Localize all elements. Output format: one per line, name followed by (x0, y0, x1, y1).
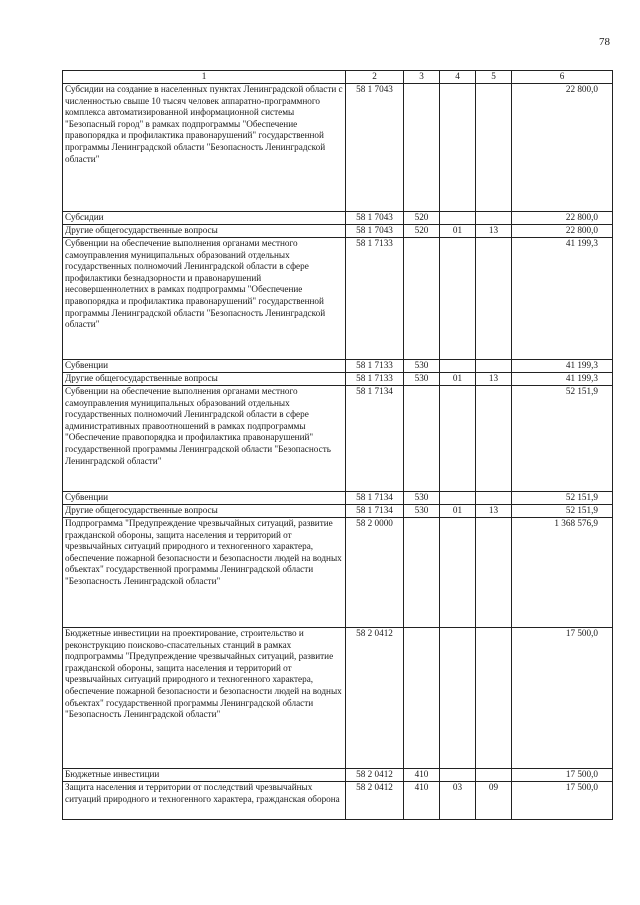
row-type-cell (404, 518, 440, 628)
table-row (63, 505, 613, 518)
row-subsection-cell: 13 (476, 373, 512, 386)
row-sum-cell: 41 199,3 (512, 238, 613, 360)
row-section-cell (440, 84, 476, 212)
row-subsection-cell (476, 518, 512, 628)
row-sum-cell: 52 151,9 (512, 386, 613, 492)
row-section-cell (440, 492, 476, 505)
table-row (63, 373, 613, 386)
row-name-cell: Субсидии (63, 212, 346, 225)
row-code-cell: 58 1 7133 (346, 373, 404, 386)
row-sum-cell: 52 151,9 (512, 492, 613, 505)
row-subsection-cell (476, 84, 512, 212)
row-name-cell: Субвенции (63, 360, 346, 373)
row-name-cell: Другие общегосударственные вопросы (63, 505, 346, 518)
row-code-cell: 58 1 7134 (346, 492, 404, 505)
row-subsection-cell: 13 (476, 225, 512, 238)
row-code-cell: 58 1 7043 (346, 84, 404, 212)
header-cell-subsection: 5 (476, 71, 512, 84)
row-code-cell: 58 1 7133 (346, 238, 404, 360)
header-cell-type: 3 (404, 71, 440, 84)
table-row (63, 360, 613, 373)
row-sum-cell: 41 199,3 (512, 373, 613, 386)
row-sum-cell: 1 368 576,9 (512, 518, 613, 628)
page-number: 78 (599, 36, 610, 48)
row-section-cell: 01 (440, 505, 476, 518)
row-code-cell: 58 1 7134 (346, 386, 404, 492)
row-type-cell: 530 (404, 373, 440, 386)
header-row (63, 71, 613, 84)
row-section-cell: 01 (440, 373, 476, 386)
row-sum-cell: 17 500,0 (512, 628, 613, 769)
row-code-cell: 58 2 0000 (346, 518, 404, 628)
row-type-cell: 530 (404, 505, 440, 518)
row-name-cell: Подпрограмма "Предупреждение чрезвычайных ситуаций, развитие гражданской обороны, защита населения и территорий от чрезвычайных ситуаций природного и техногенного характера, обеспечение пожарной безопасности и безопасности людей на водных объектах" государственной программы Ленинградской области "Безопасность Ленинградской области" (63, 518, 346, 628)
row-section-cell: 01 (440, 225, 476, 238)
row-name-cell: Субвенции (63, 492, 346, 505)
row-code-cell: 58 2 0412 (346, 782, 404, 820)
row-section-cell (440, 769, 476, 782)
row-type-cell (404, 386, 440, 492)
row-type-cell (404, 238, 440, 360)
table-row (63, 518, 613, 628)
row-section-cell (440, 238, 476, 360)
row-type-cell: 520 (404, 212, 440, 225)
table-row (63, 212, 613, 225)
row-name-cell: Другие общегосударственные вопросы (63, 225, 346, 238)
header-cell-section: 4 (440, 71, 476, 84)
row-name-cell: Субсидии на создание в населенных пунктах Ленинградской области с численностью свыше 10 тысяч человек аппаратно-программного комплекса автоматизированной информационной системы "Безопасный город" в рамках подпрограммы "Обеспечение правопорядка и профилактика правонарушений" государственной программы Ленинградской области "Безопасность Ленинградской области" (63, 84, 346, 212)
row-type-cell: 530 (404, 492, 440, 505)
row-section-cell (440, 360, 476, 373)
row-code-cell: 58 1 7043 (346, 225, 404, 238)
row-subsection-cell (476, 238, 512, 360)
row-name-cell: Защита населения и территории от последствий чрезвычайных ситуаций природного и техногенного характера, гражданская оборона (63, 782, 346, 820)
row-code-cell: 58 2 0412 (346, 628, 404, 769)
header-cell-code: 2 (346, 71, 404, 84)
table-row (63, 628, 613, 769)
row-type-cell (404, 84, 440, 212)
row-section-cell (440, 628, 476, 769)
row-sum-cell: 22 800,0 (512, 84, 613, 212)
row-type-cell: 410 (404, 782, 440, 820)
row-name-cell: Бюджетные инвестиции (63, 769, 346, 782)
row-sum-cell: 52 151,9 (512, 505, 613, 518)
row-code-cell: 58 1 7134 (346, 505, 404, 518)
row-subsection-cell (476, 628, 512, 769)
row-section-cell (440, 518, 476, 628)
row-subsection-cell (476, 492, 512, 505)
row-sum-cell: 41 199,3 (512, 360, 613, 373)
row-section-cell (440, 386, 476, 492)
row-section-cell: 03 (440, 782, 476, 820)
row-sum-cell: 22 800,0 (512, 225, 613, 238)
table-row (63, 225, 613, 238)
table-row (63, 769, 613, 782)
row-subsection-cell (476, 360, 512, 373)
row-name-cell: Бюджетные инвестиции на проектирование, строительство и реконструкцию поисково-спасательных станций в рамках подпрограммы "Предупреждение чрезвычайных ситуаций, развитие гражданской обороны, защита населения и территорий от чрезвычайных ситуаций природного и техногенного характера, обеспечение пожарной безопасности и безопасности людей на водных объектах" государственной программы Ленинградской области "Безопасность Ленинградской области" (63, 628, 346, 769)
row-code-cell: 58 2 0412 (346, 769, 404, 782)
row-name-cell: Другие общегосударственные вопросы (63, 373, 346, 386)
row-section-cell (440, 212, 476, 225)
row-subsection-cell (476, 212, 512, 225)
row-code-cell: 58 1 7133 (346, 360, 404, 373)
table-row (63, 492, 613, 505)
header-cell-sum: 6 (512, 71, 613, 84)
row-sum-cell: 17 500,0 (512, 782, 613, 820)
header-cell-name: 1 (63, 71, 346, 84)
row-subsection-cell (476, 769, 512, 782)
row-code-cell: 58 1 7043 (346, 212, 404, 225)
row-type-cell (404, 628, 440, 769)
table-row (63, 782, 613, 820)
row-subsection-cell (476, 386, 512, 492)
row-subsection-cell: 09 (476, 782, 512, 820)
row-type-cell: 530 (404, 360, 440, 373)
row-name-cell: Субвенции на обеспечение выполнения органами местного самоуправления муниципальных образований отдельных государственных полномочий Ленинградской области в сфере профилактики безнадзорности и правонарушений несовершеннолетних в рамках подпрограммы "Обеспечение правопорядка и профилактика правонарушений" государственной программы Ленинградской области "Безопасность Ленинградской области" (63, 238, 346, 360)
row-type-cell: 520 (404, 225, 440, 238)
table-row (63, 84, 613, 212)
row-sum-cell: 22 800,0 (512, 212, 613, 225)
table-row (63, 386, 613, 492)
budget-table (62, 70, 613, 820)
row-subsection-cell: 13 (476, 505, 512, 518)
row-name-cell: Субвенции на обеспечение выполнения органами местного самоуправления муниципальных образований отдельных государственных полномочий Ленинградской области в сфере административных правоотношений в рамках подпрограммы "Обеспечение правопорядка и профилактика правонарушений" государственной программы Ленинградской области "Безопасность Ленинградской области" (63, 386, 346, 492)
row-sum-cell: 17 500,0 (512, 769, 613, 782)
table-row (63, 238, 613, 360)
row-type-cell: 410 (404, 769, 440, 782)
